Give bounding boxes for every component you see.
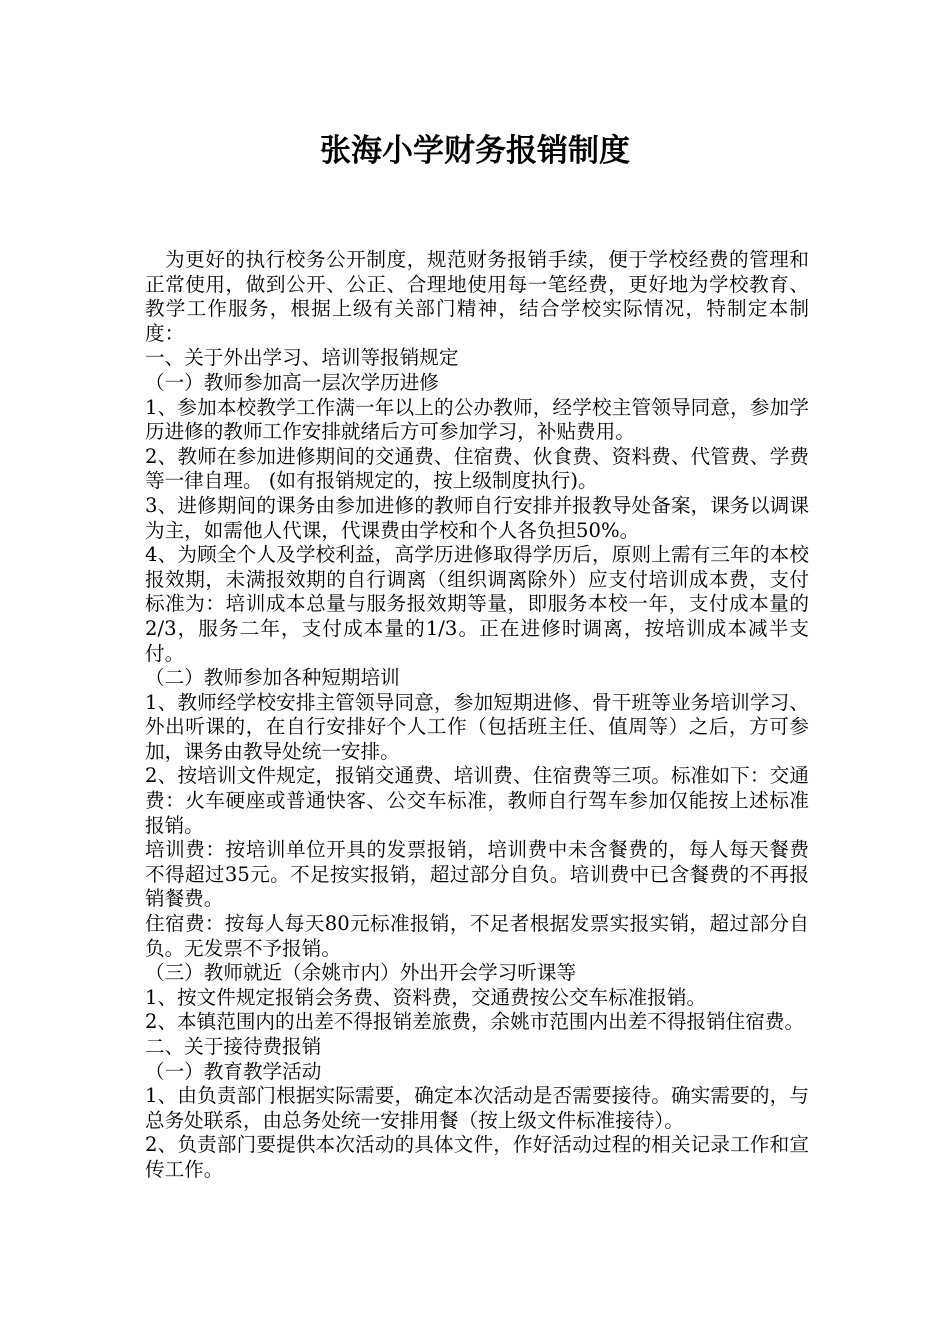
clause-1-2-2: 2、按培训文件规定，报销交通费、培训费、住宿费等三项。标准如下：交通费：火车硬座或普通快客、公交车标准，教师自行驾车参加仅能按上述标准报销。 xyxy=(145,764,809,837)
subsection-heading-2-1: （一）教育教学活动 xyxy=(145,1059,322,1083)
clause-2-1-2: 2、负责部门要提供本次活动的具体文件，作好活动过程的相关记录工作和宣传工作。 xyxy=(145,1133,809,1181)
clause-1-1-3: 3、进修期间的课务由参加进修的教师自行安排并报教导处备案，课务以调课为主，如需他人代课，代课费由学校和个人各负担50%。 xyxy=(145,493,809,542)
section-heading-2: 二、关于接待费报销 xyxy=(145,1035,322,1058)
clause-1-1-1: 1、参加本校教学工作满一年以上的公办教师，经学校主管领导同意，参加学历进修的教师工作安排就绪后方可参加学习，补贴费用。 xyxy=(145,395,809,444)
training-fee-paragraph: 培训费：按培训单位开具的发票报销，培训费中未含餐费的，每人每天餐费不得超过35元。不足按实报销，超过部分自负。培训费中已含餐费的不再报销餐费。 xyxy=(145,838,809,911)
subsection-heading-1-2: （二）教师参加各种短期培训 xyxy=(145,666,400,690)
section-heading-1: 一、关于外出学习、培训等报销规定 xyxy=(145,346,459,370)
document-title: 张海小学财务报销制度 xyxy=(320,133,630,169)
intro-paragraph: 为更好的执行校务公开制度，规范财务报销手续，便于学校经费的管理和正常使用，做到公开、公正、合理地使用每一笔经费，更好地为学校教育、教学工作服务，根据上级有关部门精神，结合学校实际情况，特制定本制度： xyxy=(145,248,809,345)
subsection-heading-1-1: （一）教师参加高一层次学历进修 xyxy=(145,370,439,394)
subsection-heading-1-3: （三）教师就近（余姚市内）外出开会学习听课等 xyxy=(145,961,577,985)
clause-1-2-1: 1、教师经学校安排主管领导同意，参加短期进修、骨干班等业务培训学习、外出听课的，在自行安排好个人工作（包括班主任、值周等）之后，方可参加，课务由教导处统一安排。 xyxy=(145,690,809,763)
clause-1-1-4: 4、为顾全个人及学校利益，高学历进修取得学历后，原则上需有三年的本校报效期，未满报效期的自行调离（组织调离除外）应支付培训成本费，支付标准为：培训成本总量与服务报效期等量，即服务本校一年，支付成本量的2/3，服务二年，支付成本量的1/3。正在进修时调离，按培训成本减半支付。 xyxy=(145,543,809,665)
lodging-fee-paragraph: 住宿费：按每人每天80元标准报销，不足者根据发票实报实销，超过部分自负。无发票不予报销。 xyxy=(145,912,809,960)
clause-2-1-1: 1、由负责部门根据实际需要，确定本次活动是否需要接待。确实需要的，与总务处联系，由总务处统一安排用餐（按上级文件标准接待）。 xyxy=(145,1084,809,1132)
clause-1-1-2: 2、教师在参加进修期间的交通费、住宿费、伙食费、资料费、代管费、学费等一律自理。 (如有报销规定的，按上级制度执行)。 xyxy=(145,444,809,493)
document-body xyxy=(145,248,809,1183)
clause-1-3-2: 2、本镇范围内的出差不得报销差旅费，余姚市范围内出差不得报销住宿费。 xyxy=(145,1010,805,1034)
clause-1-3-1: 1、按文件规定报销会务费、资料费，交通费按公交车标准报销。 xyxy=(145,985,707,1009)
